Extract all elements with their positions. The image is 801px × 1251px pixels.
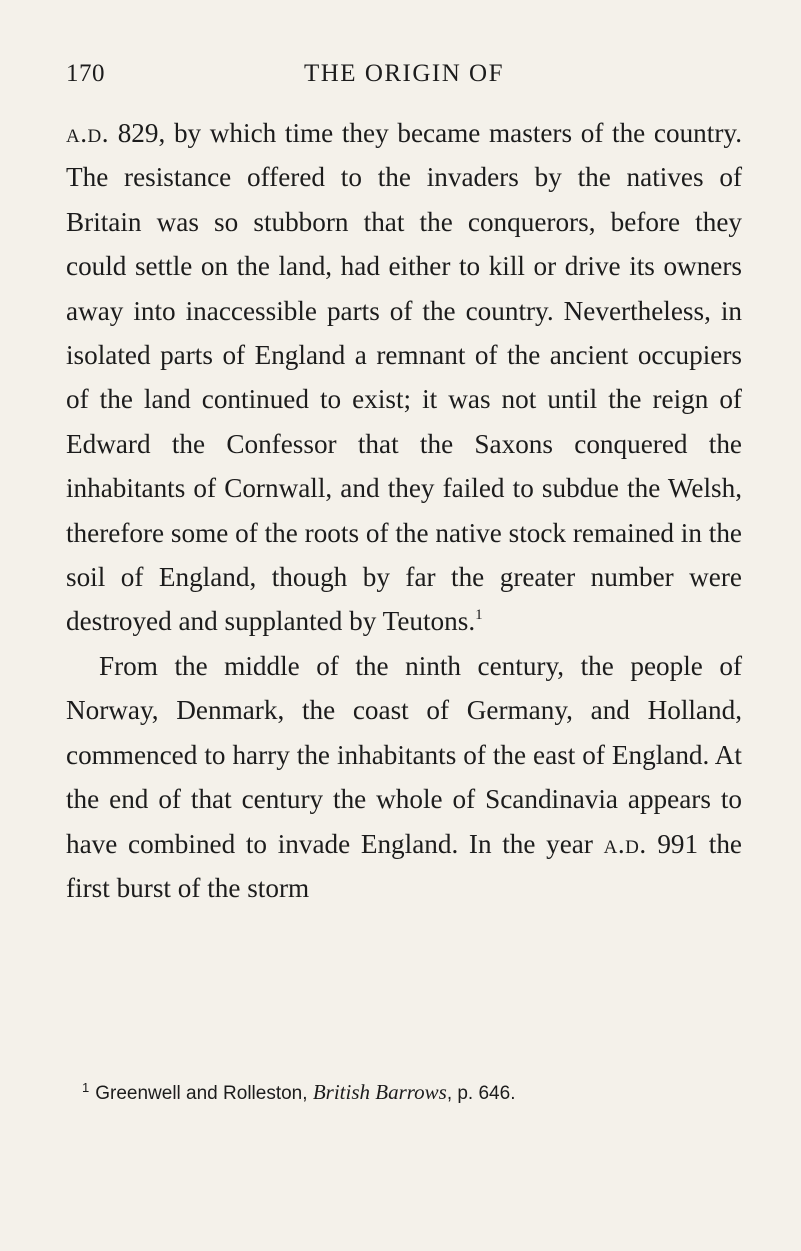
running-head <box>66 60 742 96</box>
paragraph-text: From the middle of the ninth century, the people of Norway, Denmark, the coast of Germany, and Holland, commenced to harry the inhabitants of the east of England. At the end of that century the whole of Scandinavia appears to have combined to invade England. In the year <box>66 650 742 859</box>
paragraph-text: 829, by which time they became masters of the country. The resistance offered to the invaders by the natives of Britain was so stubborn that the conquerors, before they could settle on the land, had either to kill or drive its owners away into inaccessible parts of the country. Nevertheless, in isolated parts of England a remnant of the ancient occupiers of the land continued to exist; it was not until the reign of Edward the Confessor that the Saxons conquered the inhabitants of Cornwall, and they failed to subdue the Welsh, therefore some of the roots of the native stock remained in the soil of England, though by far the greater number were destroyed and supplanted by Teutons. <box>66 118 742 637</box>
body-text <box>66 111 742 910</box>
footnote <box>66 1079 742 1107</box>
running-title: THE ORIGIN OF <box>303 60 505 87</box>
footnote-title: British Barrows <box>312 1080 447 1104</box>
era-abbreviation: a.d. <box>603 828 647 859</box>
book-page <box>66 0 742 1251</box>
era-abbreviation: a.d. <box>66 118 110 148</box>
page-number: 170 <box>66 60 105 87</box>
paragraph-text: 991 the first burst of the storm <box>66 828 742 903</box>
footnote-text: Greenwell and Rolleston, <box>95 1083 313 1104</box>
footnote-text: , p. 646. <box>446 1083 516 1104</box>
paragraph-1 <box>66 111 742 644</box>
footnote-marker: 1 <box>82 1080 90 1095</box>
footnote-reference: 1 <box>475 607 483 624</box>
paragraph-2 <box>66 644 742 910</box>
